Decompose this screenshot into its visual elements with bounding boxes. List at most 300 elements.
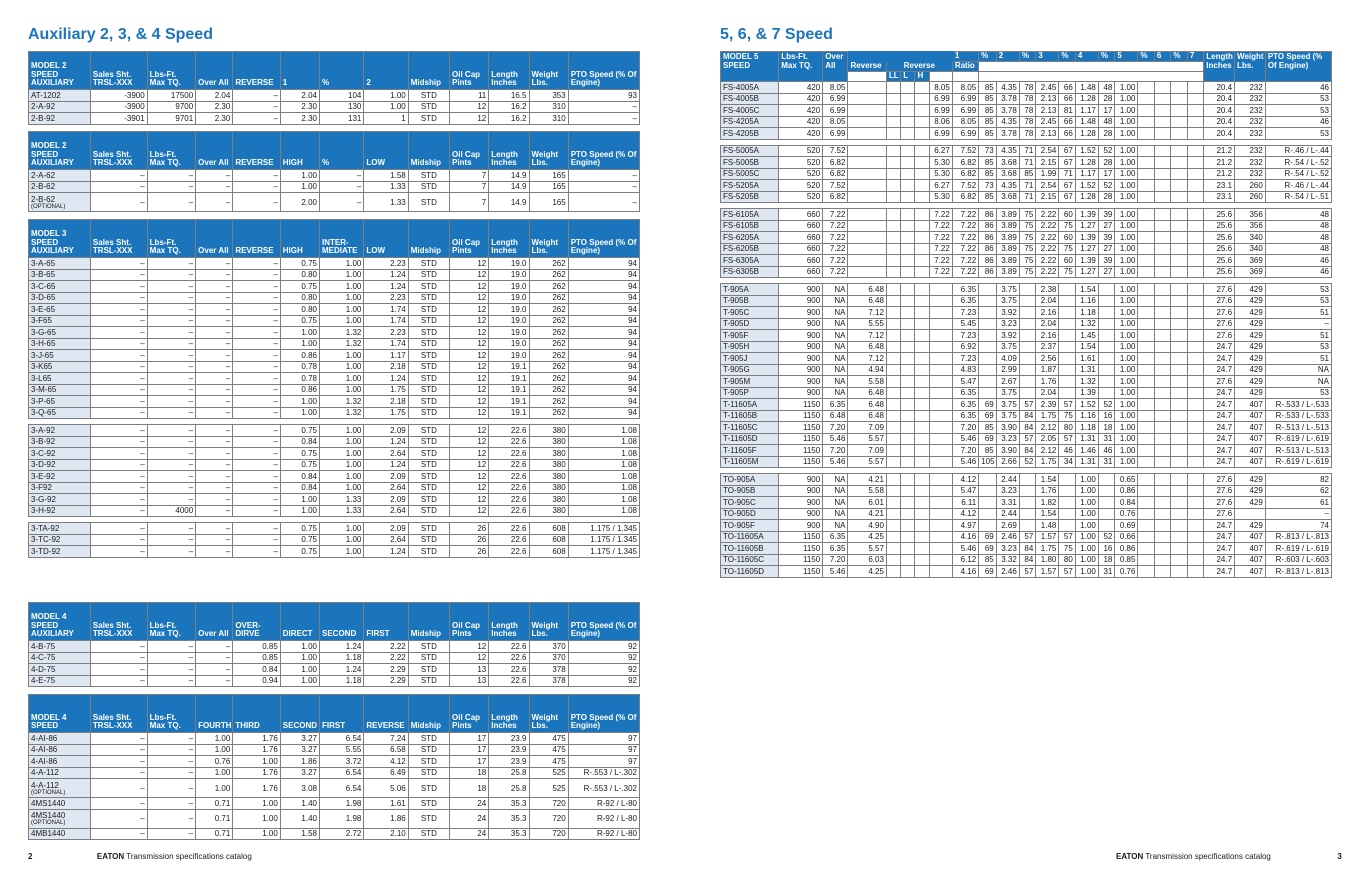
table-cell: 1.00	[320, 304, 364, 316]
table-cell: 17500	[147, 90, 196, 102]
table-cell: –	[147, 482, 196, 494]
table-cell	[1154, 456, 1170, 468]
table-cell	[1171, 180, 1187, 192]
table-cell	[929, 531, 952, 543]
table-cell: 1.57	[1036, 531, 1059, 543]
table-cell: 69	[979, 543, 997, 555]
table-cell: 9701	[147, 113, 196, 125]
table-cell: 94	[568, 258, 639, 270]
table-cell	[901, 474, 915, 486]
table-cell	[1187, 433, 1203, 445]
column-header: Midship	[408, 220, 449, 258]
table-cell: 7.22	[929, 209, 952, 221]
table-cell	[929, 410, 952, 422]
table-cell	[1154, 220, 1170, 232]
table-cell	[1187, 243, 1203, 255]
table-cell: 1.00	[1115, 410, 1138, 422]
table-cell: –	[233, 546, 280, 558]
model-cell: 2-B-92	[29, 113, 91, 125]
table-cell: 12	[450, 292, 489, 304]
table-cell: 75	[1059, 543, 1075, 555]
table-cell	[1171, 295, 1187, 307]
table-cell	[979, 364, 997, 376]
table-cell: 60	[1059, 232, 1075, 244]
col-length: Length Inches	[1204, 52, 1235, 82]
col-reverse: Reverse	[848, 62, 886, 72]
table-cell: 4.35	[996, 116, 1019, 128]
table-cell	[1171, 497, 1187, 509]
table-cell: 84	[1019, 543, 1035, 555]
table-cell	[886, 145, 900, 157]
table-cell	[886, 543, 900, 555]
table-cell: 104	[320, 90, 364, 102]
table-cell: 7.12	[848, 307, 886, 319]
table-cell	[1138, 266, 1154, 278]
table-cell: 1.54	[1075, 341, 1098, 353]
model-cell: 4-AI-86	[29, 744, 91, 756]
table-cell: –	[233, 459, 280, 471]
model-cell: 3-D-92	[29, 459, 91, 471]
table-cell: –	[147, 779, 196, 798]
model-cell: 2-B-62	[29, 181, 91, 193]
table-cell	[901, 157, 915, 169]
table-cell: 5.47	[952, 376, 978, 388]
table-cell: 18	[1098, 422, 1114, 434]
col-pct: %	[1171, 52, 1187, 62]
table-cell: –	[147, 425, 196, 437]
table-cell: 0.85	[233, 641, 280, 653]
table-cell: 3.89	[996, 232, 1019, 244]
table-cell: 1.00	[280, 675, 319, 687]
table-cell	[1187, 82, 1203, 94]
four-speed-auxiliary-table	[28, 602, 640, 687]
table-cell	[901, 520, 915, 532]
table-cell: 1.08	[568, 425, 639, 437]
table-row	[29, 436, 640, 448]
table-cell	[1154, 353, 1170, 365]
column-header: MODEL 2 SPEED AUXILIARY	[29, 132, 91, 170]
table-cell: –	[233, 482, 280, 494]
table-cell: 57	[1059, 531, 1075, 543]
table-cell: STD	[408, 304, 449, 316]
table-cell: –	[90, 744, 147, 756]
table-cell: 262	[529, 258, 568, 270]
table-row	[721, 485, 1332, 497]
column-header: LOW	[364, 220, 408, 258]
table-cell: –	[1265, 318, 1331, 330]
table-cell: 12	[450, 258, 489, 270]
table-cell: 1.31	[1075, 364, 1098, 376]
table-cell: 27.6	[1204, 474, 1235, 486]
table-cell: 80	[1059, 422, 1075, 434]
table-cell: 57	[1059, 399, 1075, 411]
right-footer	[1116, 852, 1342, 862]
table-cell	[848, 232, 886, 244]
table-cell: 7.22	[929, 220, 952, 232]
table-cell: 407	[1235, 456, 1266, 468]
table-cell: 429	[1235, 364, 1266, 376]
table-cell: 0.75	[280, 448, 319, 460]
table-cell: 19.1	[489, 361, 529, 373]
table-cell: STD	[408, 292, 449, 304]
table-cell: NA	[823, 520, 848, 532]
table-cell	[1154, 554, 1170, 566]
table-cell: 0.85	[233, 652, 280, 664]
table-cell: –	[233, 350, 280, 362]
table-row	[29, 652, 640, 664]
table-cell	[886, 284, 900, 296]
table-cell	[915, 433, 929, 445]
table-cell	[979, 387, 997, 399]
table-cell: 1.00	[196, 767, 233, 779]
table-cell: 429	[1235, 353, 1266, 365]
table-cell: 13	[450, 664, 489, 676]
table-row	[721, 220, 1332, 232]
table-cell: 6.12	[952, 554, 978, 566]
table-cell	[1059, 520, 1075, 532]
table-cell	[886, 508, 900, 520]
table-cell: R-92 / L-80	[568, 798, 639, 810]
table-cell: R-.603 / L-.603	[1265, 554, 1331, 566]
table-cell: 1.82	[1036, 497, 1059, 509]
table-cell: R-.513 / L-.513	[1265, 422, 1331, 434]
table-cell: 18	[450, 779, 489, 798]
table-cell: 1.98	[320, 798, 364, 810]
table-cell: 2.22	[364, 641, 408, 653]
table-row	[721, 191, 1332, 203]
table-cell	[886, 266, 900, 278]
table-row	[721, 209, 1332, 221]
table-cell	[1138, 295, 1154, 307]
table-cell: 1.39	[1075, 387, 1098, 399]
table-row	[29, 350, 640, 362]
table-cell: 1.00	[1115, 364, 1138, 376]
column-header: Sales Sht. TRSL-XXX	[90, 695, 147, 733]
table-cell: 6.03	[848, 554, 886, 566]
table-cell: 1.00	[320, 459, 364, 471]
table-cell	[886, 341, 900, 353]
table-cell	[1171, 266, 1187, 278]
column-header: Weight Lbs.	[529, 695, 568, 733]
table-cell: –	[196, 361, 233, 373]
table-cell: –	[568, 113, 639, 125]
table-cell: 14.9	[489, 193, 529, 212]
table-cell: 1.76	[233, 779, 280, 798]
table-cell: 407	[1235, 543, 1266, 555]
table-cell: STD	[408, 407, 449, 419]
model-cell: TO-905A	[721, 474, 779, 486]
table-cell: R-.533 / L-.533	[1265, 410, 1331, 422]
table-cell: 69	[979, 531, 997, 543]
table-cell: 24	[450, 828, 489, 840]
table-cell: 0.75	[280, 459, 319, 471]
table-cell: 1.00	[280, 652, 319, 664]
table-cell: –	[1265, 508, 1331, 520]
table-cell: 3.23	[996, 318, 1019, 330]
table-row	[29, 90, 640, 102]
column-header: 2	[364, 52, 408, 90]
column-header: LOW	[364, 132, 408, 170]
table-cell	[1171, 191, 1187, 203]
table-cell: NA	[823, 485, 848, 497]
table-cell: 380	[529, 482, 568, 494]
table-row	[721, 243, 1332, 255]
table-cell	[1171, 410, 1187, 422]
table-cell: –	[90, 281, 147, 293]
table-cell: 260	[1235, 180, 1266, 192]
table-cell: 1.33	[364, 193, 408, 212]
table-cell: 1.00	[320, 281, 364, 293]
table-cell: 1.00	[1115, 266, 1138, 278]
table-cell: 1.00	[1075, 554, 1098, 566]
table-cell: –	[90, 652, 147, 664]
table-cell: –	[90, 304, 147, 316]
table-cell	[1154, 180, 1170, 192]
col-gear: 1	[952, 52, 978, 62]
table-cell: 1150	[779, 399, 823, 411]
table-cell	[1154, 485, 1170, 497]
table-cell: 71	[1019, 191, 1035, 203]
table-cell: 1.32	[320, 396, 364, 408]
table-cell: 2.04	[196, 90, 233, 102]
column-header: Over All	[196, 603, 233, 641]
table-cell: 2.23	[364, 258, 408, 270]
table-cell: 2.09	[364, 471, 408, 483]
table-cell: –	[196, 338, 233, 350]
table-cell: 1.00	[320, 315, 364, 327]
table-cell: 1150	[779, 566, 823, 578]
table-cell	[1138, 180, 1154, 192]
table-cell	[1154, 82, 1170, 94]
table-cell	[1187, 191, 1203, 203]
table-cell: 21.2	[1204, 157, 1235, 169]
table-cell: 2.04	[1036, 318, 1059, 330]
model-cell: T-905P	[721, 387, 779, 399]
column-header: Lbs-Ft. Max TQ.	[147, 220, 196, 258]
table-cell	[929, 445, 952, 457]
table-cell	[886, 353, 900, 365]
table-cell: 24.7	[1204, 341, 1235, 353]
table-cell: 26	[450, 523, 489, 535]
table-cell	[901, 209, 915, 221]
table-cell: 8.05	[952, 116, 978, 128]
table-cell: 5.30	[929, 157, 952, 169]
table-cell: 94	[568, 315, 639, 327]
table-cell	[1138, 376, 1154, 388]
table-cell	[1098, 307, 1114, 319]
table-cell: STD	[408, 436, 449, 448]
table-cell: 48	[1265, 209, 1331, 221]
table-cell: STD	[408, 675, 449, 687]
table-cell: 353	[529, 90, 568, 102]
table-cell	[901, 508, 915, 520]
model-cell: TO-11605C	[721, 554, 779, 566]
table-cell: 2.46	[996, 566, 1019, 578]
table-cell: 475	[529, 756, 568, 768]
table-cell: 232	[1235, 82, 1266, 94]
table-cell	[915, 410, 929, 422]
table-cell: 2.99	[996, 364, 1019, 376]
model-cell: TO-905F	[721, 520, 779, 532]
table-cell: 1.52	[1075, 399, 1098, 411]
table-cell: 407	[1235, 445, 1266, 457]
model-cell	[29, 193, 91, 212]
table-cell: 1.00	[1115, 116, 1138, 128]
model-cell: TO-11605D	[721, 566, 779, 578]
table-cell: NA	[823, 353, 848, 365]
table-cell: –	[90, 269, 147, 281]
table-cell: –	[90, 338, 147, 350]
column-header: Weight Lbs.	[529, 132, 568, 170]
table-cell: 407	[1235, 410, 1266, 422]
table-cell: 0.84	[233, 664, 280, 676]
column-header: Weight Lbs.	[529, 52, 568, 90]
table-cell	[1019, 295, 1035, 307]
table-cell: 1.00	[196, 733, 233, 745]
table-cell: 2.22	[1036, 266, 1059, 278]
table-cell	[1019, 284, 1035, 296]
table-cell	[1171, 220, 1187, 232]
table-cell	[1154, 330, 1170, 342]
table-cell: 52	[1019, 456, 1035, 468]
table-cell: 429	[1235, 376, 1266, 388]
table-cell	[1171, 128, 1187, 140]
table-cell: 608	[529, 523, 568, 535]
model-cell: 3-A-92	[29, 425, 91, 437]
table-cell: 4.12	[952, 474, 978, 486]
table-cell: 3.75	[996, 295, 1019, 307]
table-cell: 7.22	[929, 232, 952, 244]
table-cell: 2.29	[364, 675, 408, 687]
table-cell: 67	[1059, 145, 1075, 157]
table-cell: –	[90, 779, 147, 798]
table-cell: 0.75	[280, 258, 319, 270]
table-cell: 8.05	[823, 116, 848, 128]
table-cell: 429	[1235, 284, 1266, 296]
table-cell	[979, 318, 997, 330]
table-cell	[1154, 474, 1170, 486]
table-row	[721, 105, 1332, 117]
table-cell: 3.27	[280, 767, 319, 779]
table-cell: 130	[320, 101, 364, 113]
table-cell: -3900	[90, 90, 147, 102]
table-cell: –	[320, 181, 364, 193]
table-cell	[929, 474, 952, 486]
model-option-note: (OPTIONAL)	[31, 820, 66, 826]
table-cell: 12	[450, 407, 489, 419]
table-cell: 52	[1098, 531, 1114, 543]
table-cell: 22.6	[489, 482, 529, 494]
table-cell: –	[147, 546, 196, 558]
table-cell: –	[233, 471, 280, 483]
table-cell	[886, 456, 900, 468]
table-cell	[1098, 353, 1114, 365]
table-cell: 97	[568, 744, 639, 756]
table-cell: 3.23	[996, 485, 1019, 497]
table-cell	[1098, 364, 1114, 376]
table-cell: 12	[450, 281, 489, 293]
table-cell	[979, 284, 997, 296]
table-cell: R-.553 / L-.302	[568, 779, 639, 798]
table-cell: 1.24	[320, 664, 364, 676]
table-cell: 0.75	[280, 523, 319, 535]
table-cell	[886, 474, 900, 486]
table-cell	[901, 284, 915, 296]
table-cell: –	[233, 101, 280, 113]
table-cell: 86	[979, 209, 997, 221]
table-cell: STD	[408, 258, 449, 270]
table-cell	[1098, 295, 1114, 307]
table-cell: 21.2	[1204, 145, 1235, 157]
table-cell: –	[147, 756, 196, 768]
page-number: 3	[1337, 852, 1342, 861]
table-cell: –	[233, 425, 280, 437]
table-cell: 1.17	[1075, 168, 1098, 180]
table-cell: 1.08	[568, 459, 639, 471]
table-cell: 7.20	[823, 422, 848, 434]
table-cell	[1235, 508, 1266, 520]
table-cell	[1187, 445, 1203, 457]
table-cell: –	[90, 350, 147, 362]
table-cell: 380	[529, 471, 568, 483]
table-cell: 608	[529, 546, 568, 558]
table-cell: –	[196, 436, 233, 448]
table-cell	[886, 376, 900, 388]
table-cell	[1138, 399, 1154, 411]
table-cell	[901, 376, 915, 388]
left-footer	[28, 852, 252, 862]
table-cell: R-.619 / L-.619	[1265, 456, 1331, 468]
table-cell: 6.35	[823, 399, 848, 411]
table-cell	[915, 543, 929, 555]
table-cell	[1138, 307, 1154, 319]
table-cell: 6.27	[929, 180, 952, 192]
table-cell: 22.6	[489, 664, 529, 676]
table-cell: 7.22	[823, 220, 848, 232]
table-cell: 1.75	[1036, 410, 1059, 422]
table-cell: 232	[1235, 157, 1266, 169]
table-cell	[886, 520, 900, 532]
table-cell: 86	[979, 232, 997, 244]
table-row	[721, 445, 1332, 457]
table-cell: 1.00	[1115, 93, 1138, 105]
table-cell	[886, 243, 900, 255]
table-cell: –	[147, 315, 196, 327]
table-cell: 380	[529, 494, 568, 506]
model-cell: 3-P-65	[29, 396, 91, 408]
table-cell: 1150	[779, 456, 823, 468]
table-cell: 52	[1098, 145, 1114, 157]
table-cell: 1.00	[1115, 376, 1138, 388]
table-cell: 84	[1019, 445, 1035, 457]
table-cell: 900	[779, 485, 823, 497]
table-cell: 94	[568, 338, 639, 350]
model-cell: TO-905B	[721, 485, 779, 497]
table-cell: 2.22	[1036, 243, 1059, 255]
table-cell	[901, 307, 915, 319]
table-cell: 3.68	[996, 191, 1019, 203]
table-cell: 34	[1059, 456, 1075, 468]
table-cell: 5.30	[929, 168, 952, 180]
table-cell: 25.6	[1204, 255, 1235, 267]
column-header: Oil Cap Pints	[450, 132, 489, 170]
model-name: 4MS1440	[31, 811, 66, 820]
column-header: Oil Cap Pints	[450, 220, 489, 258]
table-cell	[901, 232, 915, 244]
table-cell: STD	[408, 338, 449, 350]
table-cell: 660	[779, 243, 823, 255]
table-cell: 27.6	[1204, 307, 1235, 319]
